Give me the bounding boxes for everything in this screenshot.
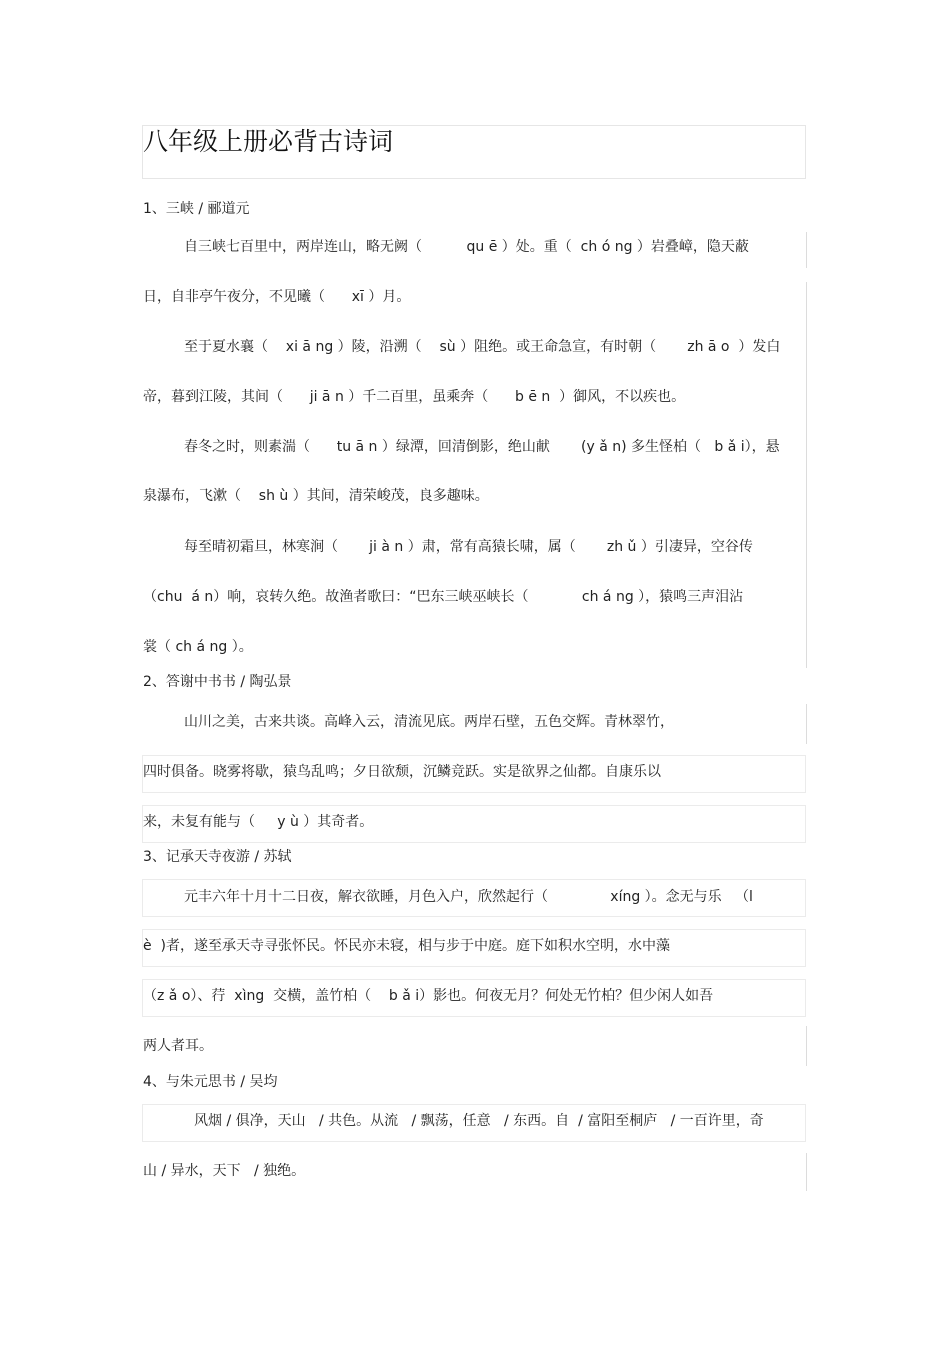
section-heading: 2、答谢中书书 / 陶弘景 (143, 674, 292, 690)
margin-bar (806, 1026, 807, 1066)
text-line: 帝，暮到江陵，其间（ ji ā n ）千二百里，虽乘奔（ b ē n ）御风，不以疾也。 (143, 389, 686, 405)
text-line: 来，未复有能与（ y ù ）其奇者。 (143, 814, 374, 830)
text-line: （z ǎ o）、荇 xìng 交横，盖竹柏（ b ǎ i）影也。何夜无月？何处无竹柏？但少闲人如吾 (143, 988, 714, 1004)
text-line: 山川之美，古来共谈。高峰入云，清流见底。两岸石壁，五色交辉。青林翠竹， (184, 714, 674, 730)
text-line: 山 / 异水，天下 / 独绝。 (143, 1163, 306, 1179)
title-box (142, 125, 806, 179)
text-line: （chu á n）响，哀转久绝。故渔者歌曰：“巴东三峡巫峡长（ ch á ng ），猿鸣三声泪沾 (143, 589, 744, 605)
text-line: 春冬之时，则素湍（ tu ā n ）绿潭，回清倒影，绝山献 (y ǎ n) 多生怪柏（ b ǎ i），悬 (184, 439, 780, 455)
section-heading: 3、记承天寺夜游 / 苏轼 (143, 849, 292, 865)
text-line: 元丰六年十月十二日夜，解衣欲睡，月色入户，欣然起行（ xíng ）。念无与乐 （l (184, 889, 753, 905)
text-line: 四时俱备。晓雾将歇，猿鸟乱鸣；夕日欲颓，沉鳞竞跃。实是欲界之仙都。自康乐以 (143, 764, 661, 780)
page-title: 八年级上册必背古诗词 (143, 127, 394, 156)
section-heading: 1、三峡 / 郦道元 (143, 201, 250, 217)
text-line: 日，自非亭午夜分，不见曦（ xī ）月。 (143, 289, 411, 305)
section-heading: 4、与朱元思书 / 吴均 (143, 1074, 278, 1090)
text-line: è )者，遂至承天寺寻张怀民。怀民亦未寝，相与步于中庭。庭下如积水空明，水中藻 (143, 938, 670, 954)
margin-bar (806, 282, 807, 668)
text-line: 风烟 / 俱净，天山 / 共色。从流 / 飘荡，任意 / 东西。自 / 富阳至桐庐 / 一百许里，奇 (194, 1113, 764, 1129)
text-line: 每至晴初霜旦，林寒涧（ ji à n ）肃，常有高猿长啸，属（ zh ǔ ）引凄异，空谷传 (184, 539, 753, 555)
margin-bar (806, 704, 807, 744)
margin-bar (806, 232, 807, 268)
margin-bar (806, 1153, 807, 1191)
text-line: 裳（ ch á ng ）。 (143, 639, 253, 655)
text-line: 至于夏水襄（ xi ā ng ）陵，沿溯（ sù ）阻绝。或王命急宣，有时朝（ zh ā o ）发白 (184, 339, 781, 355)
text-line: 两人者耳。 (143, 1038, 213, 1054)
text-line: 自三峡七百里中，两岸连山，略无阙（ qu ē ）处。重（ ch ó ng ）岩叠嶂，隐天蔽 (184, 239, 749, 255)
text-line: 泉瀑布，飞漱（ sh ù ）其间，清荣峻茂，良多趣味。 (143, 488, 489, 504)
